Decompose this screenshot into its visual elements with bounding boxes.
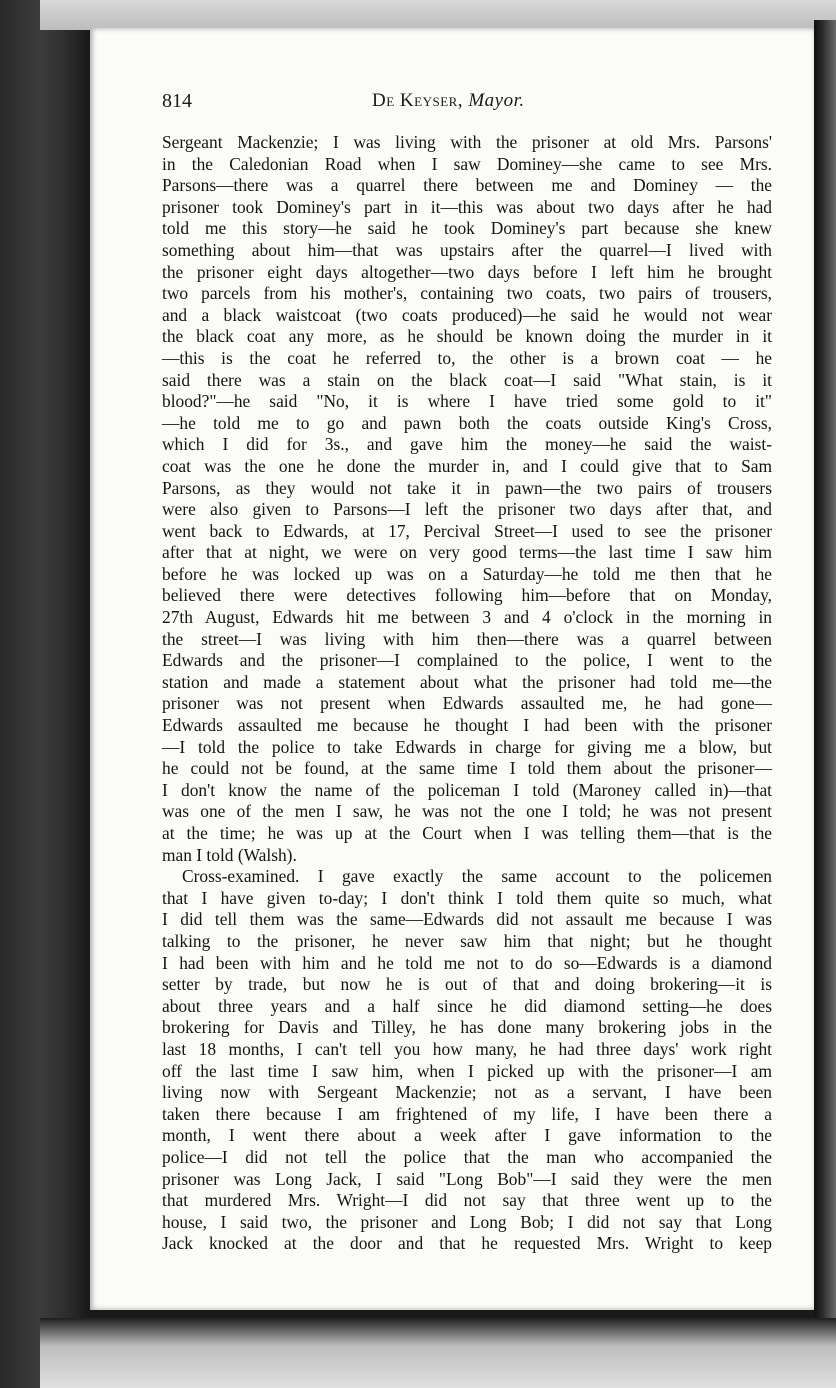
text-line: before he was locked up was on a Saturday—he told me then that he: [162, 563, 772, 584]
text-line: about three years and a half since he did diamond setting—he does: [162, 995, 772, 1016]
text-line: were also given to Parsons—I left the prisoner two days after that, and: [162, 499, 772, 520]
text-line: I don't know the name of the policeman I told (Maroney called in)—that: [162, 779, 772, 800]
text-line: Parsons—there was a quarrel there between me and Dominey — the: [162, 175, 772, 196]
text-line: station and made a statement about what the prisoner had told me—the: [162, 671, 772, 692]
text-line: in the Caledonian Road when I saw Dominey—she came to see Mrs.: [162, 153, 772, 174]
text-line: off the last time I saw him, when I picked up with the prisoner—I am: [162, 1060, 772, 1081]
body-text: [162, 132, 772, 1255]
text-line: —this is the coat he referred to, the other is a brown coat — he: [162, 347, 772, 368]
text-line: setter by trade, but now he is out of that and doing brokering—it is: [162, 974, 772, 995]
text-line: —he told me to go and pawn both the coats outside King's Cross,: [162, 412, 772, 433]
text-line: he could not be found, at the same time I told them about the prisoner—: [162, 758, 772, 779]
text-line: at the time; he was up at the Court when I was telling them—that is the: [162, 823, 772, 843]
text-line: prisoner took Dominey's part in it—this was about two days after he had: [162, 196, 772, 217]
text-line: house, I said two, the prisoner and Long Bob; I did not say that Long: [162, 1211, 772, 1232]
text-line: the street—I was living with him then—there was a quarrel between: [162, 628, 772, 649]
scan-top-margin: [40, 0, 836, 30]
text-line: I had been with him and he told me not to do so—Edwards is a diamond: [162, 952, 772, 973]
text-line: month, I went there about a week after I gave information to the: [162, 1125, 772, 1146]
text-line: believed there were detectives following him—before that on Monday,: [162, 585, 772, 606]
running-head-name: De Keyser,: [372, 90, 464, 111]
text-line: two parcels from his mother's, containing two coats, two pairs of trousers,: [162, 283, 772, 304]
text-line: police—I did not tell the police that the man who accompanied the: [162, 1146, 772, 1167]
book-page: [90, 28, 814, 1310]
page-header: [162, 90, 782, 118]
text-line: something about him—that was upstairs after the quarrel—I lived with: [162, 239, 772, 260]
text-line: was one of the men I saw, he was not the one I told; he was not present: [162, 801, 772, 822]
text-line: after that at night, we were on very good terms—the last time I saw him: [162, 542, 772, 563]
running-head: [372, 90, 525, 112]
text-line: and a black waistcoat (two coats produced)—he said he would not wear: [162, 304, 772, 325]
running-head-title: Mayor.: [468, 90, 525, 111]
text-line: coat was the one he done the murder in, and I could give that to Sam: [162, 455, 772, 476]
text-line: prisoner was Long Jack, I said "Long Bob"—I said they were the men: [162, 1168, 772, 1189]
scan-bottom-margin: [40, 1318, 836, 1388]
text-line: said there was a stain on the black coat—I said "What stain, is it: [162, 369, 772, 390]
text-line: told me this story—he said he took Dominey's part because she knew: [162, 218, 772, 239]
text-line: Edwards assaulted me because he thought I had been with the prisoner: [162, 715, 772, 736]
text-line: blood?"—he said "No, it is where I have tried some gold to it": [162, 391, 772, 412]
page-number: 814: [162, 90, 192, 112]
text-line: taken there because I am frightened of my life, I have been there a: [162, 1103, 772, 1124]
text-line: Edwards and the prisoner—I complained to the police, I went to the: [162, 650, 772, 671]
text-line: last 18 months, I can't tell you how many, he had three days' work right: [162, 1038, 772, 1059]
text-line: Sergeant Mackenzie; I was living with the prisoner at old Mrs. Parsons': [162, 132, 772, 152]
text-line: Parsons, as they would not take it in pawn—the two pairs of trousers: [162, 477, 772, 498]
text-line: went back to Edwards, at 17, Percival Street—I used to see the prisoner: [162, 520, 772, 541]
text-line: —I told the police to take Edwards in charge for giving me a blow, but: [162, 736, 772, 757]
text-line: that murdered Mrs. Wright—I did not say that three went up to the: [162, 1190, 772, 1211]
text-line: living now with Sergeant Mackenzie; not as a servant, I have been: [162, 1082, 772, 1103]
text-line: that I have given to-day; I don't think I told them quite so much, what: [162, 887, 772, 908]
text-line: prisoner was not present when Edwards assaulted me, he had gone—: [162, 693, 772, 714]
text-line: I did tell them was the same—Edwards did not assault me because I was: [162, 909, 772, 930]
text-line: the prisoner eight days altogether—two days before I left him he brought: [162, 261, 772, 282]
text-line: talking to the prisoner, he never saw him that night; but he thought: [162, 930, 772, 951]
text-line: which I did for 3s., and gave him the money—he said the waist-: [162, 434, 772, 455]
text-line: Jack knocked at the door and that he requested Mrs. Wright to keep: [162, 1233, 772, 1254]
text-line: Cross-examined. I gave exactly the same account to the policemen: [182, 866, 772, 887]
text-line: 27th August, Edwards hit me between 3 and 4 o'clock in the morning in: [162, 607, 772, 628]
book-right-edge: [814, 20, 836, 1320]
text-line: the black coat any more, as he should be known doing the murder in it: [162, 326, 772, 347]
text-line: man I told (Walsh).: [162, 844, 297, 865]
text-line: brokering for Davis and Tilley, he has done many brokering jobs in the: [162, 1017, 772, 1038]
